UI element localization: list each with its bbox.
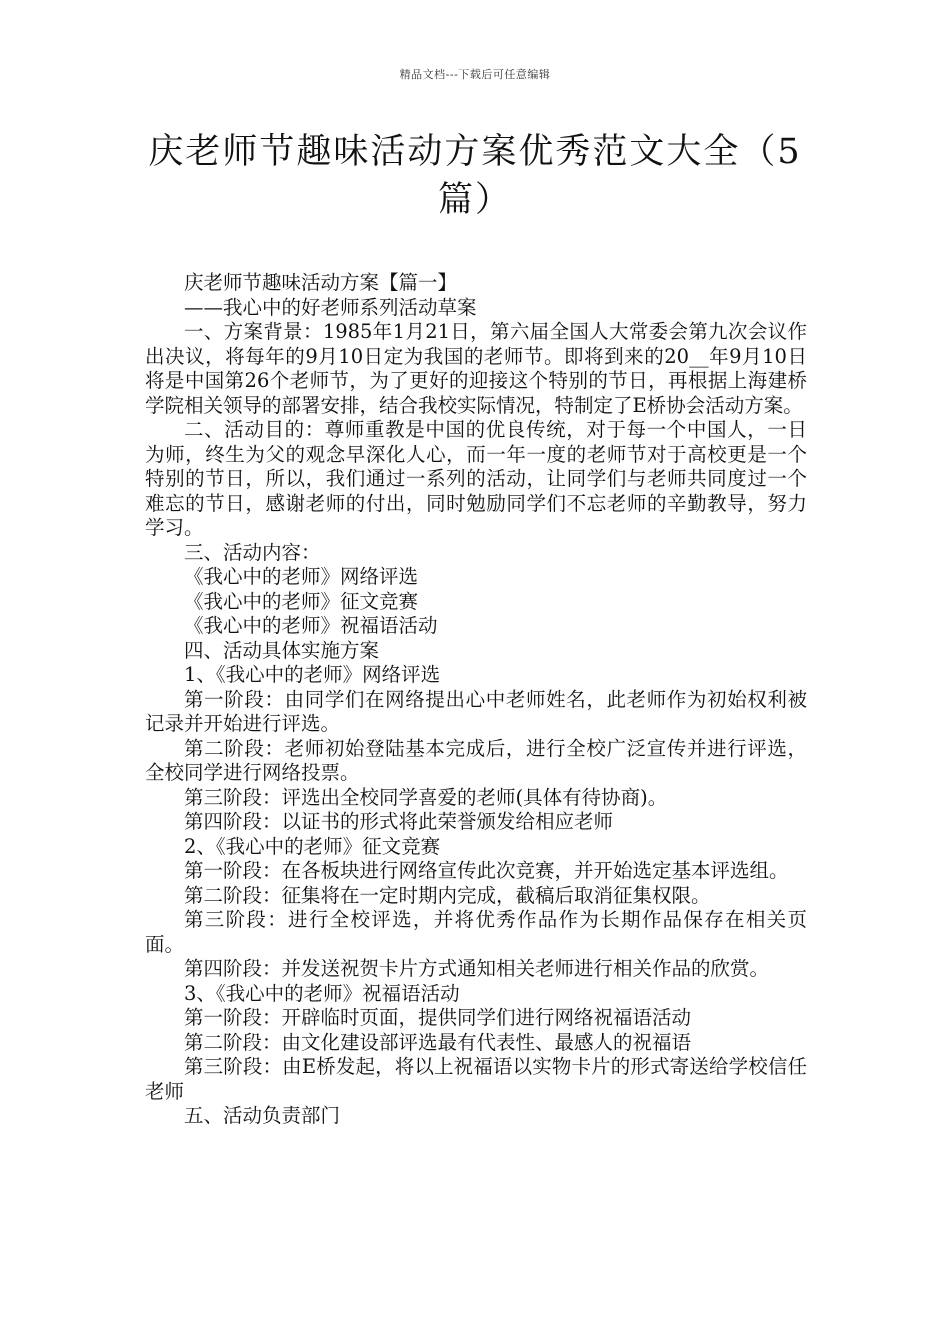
subsection-heading: 3、《我心中的老师》祝福语活动 <box>184 981 460 1005</box>
stage-paragraph: 第一阶段：在各板块进行网络宣传此次竞赛，并开始选定基本评选组。 <box>184 859 789 882</box>
stage-paragraph: 第三阶段：评选出全校同学喜爱的老师(具体有待协商)。 <box>184 785 668 809</box>
paragraph-department-heading: 五、活动负责部门 <box>184 1104 341 1127</box>
stage-paragraph: 第四阶段：并发送祝贺卡片方式通知相关老师进行相关作品的欣赏。 <box>184 957 770 980</box>
stage-paragraph: 第一阶段：开辟临时页面，提供同学们进行网络祝福语活动 <box>184 1006 692 1029</box>
section-heading: 庆老师节趣味活动方案【篇一】 <box>184 271 458 294</box>
stage-paragraph: 第三阶段：由E桥发起，将以上祝福语以实物卡片的形式寄送给学校信任老师 <box>145 1055 807 1103</box>
list-item: 《我心中的老师》征文竞赛 <box>184 589 419 613</box>
document-body <box>145 271 807 1129</box>
stage-paragraph: 第一阶段：由同学们在网络提出心中老师姓名，此老师作为初始权利被记录并开始进行评选。 <box>145 687 807 735</box>
stage-paragraph: 第四阶段：以证书的形式将此荣誉颁发给相应老师 <box>184 810 614 833</box>
subsection-heading: 2、《我心中的老师》征文竞赛 <box>184 834 441 858</box>
stage-paragraph: 第二阶段：征集将在一定时期内完成，截稿后取消征集权限。 <box>184 883 711 907</box>
list-item: 《我心中的老师》祝福语活动 <box>184 614 438 637</box>
subsection-heading: 1、《我心中的老师》网络评选 <box>184 663 441 686</box>
stage-paragraph: 第三阶段：进行全校评选，并将优秀作品作为长期作品保存在相关页面。 <box>145 908 807 956</box>
list-item: 《我心中的老师》网络评选 <box>184 565 419 588</box>
paragraph-background: 一、方案背景：1985年1月21日，第六届全国人大常委会第九次会议作出决议，将每年的9月10日定为我国的老师节。即将到来的20__年9月10日将是中国第26个老师节，为了更好的迎接这个特别的节日，再根据上海建桥学院相关领导的部署安排，结合我校实际情况，特制定了E桥协会活动方案。 <box>145 320 807 417</box>
stage-paragraph: 第二阶段：由文化建设部评选最有代表性、最感人的祝福语 <box>184 1030 692 1054</box>
page-header-note: 精品文档---下载后可任意编辑 <box>399 68 551 81</box>
paragraph-content-heading: 三、活动内容： <box>184 540 321 564</box>
paragraph-purpose: 二、活动目的：尊师重教是中国的优良传统，对于每一个中国人，一日为师，终生为父的观念早深化人心，而一年一度的老师节对于高校更是一个特别的节日，所以，我们通过一系列的活动，让同学们与老师共同度过一个难忘的节日，感谢老师的付出，同时勉励同学们不忘老师的辛勤教导，努力学习。 <box>145 418 807 539</box>
subtitle-line: ——我心中的好老师系列活动草案 <box>184 295 477 319</box>
paragraph-plan-heading: 四、活动具体实施方案 <box>184 638 380 662</box>
stage-paragraph: 第二阶段：老师初始登陆基本完成后，进行全校广泛宣传并进行评选，全校同学进行网络投票。 <box>145 736 807 784</box>
document-title: 庆老师节趣味活动方案优秀范文大全（5篇） <box>148 132 802 220</box>
